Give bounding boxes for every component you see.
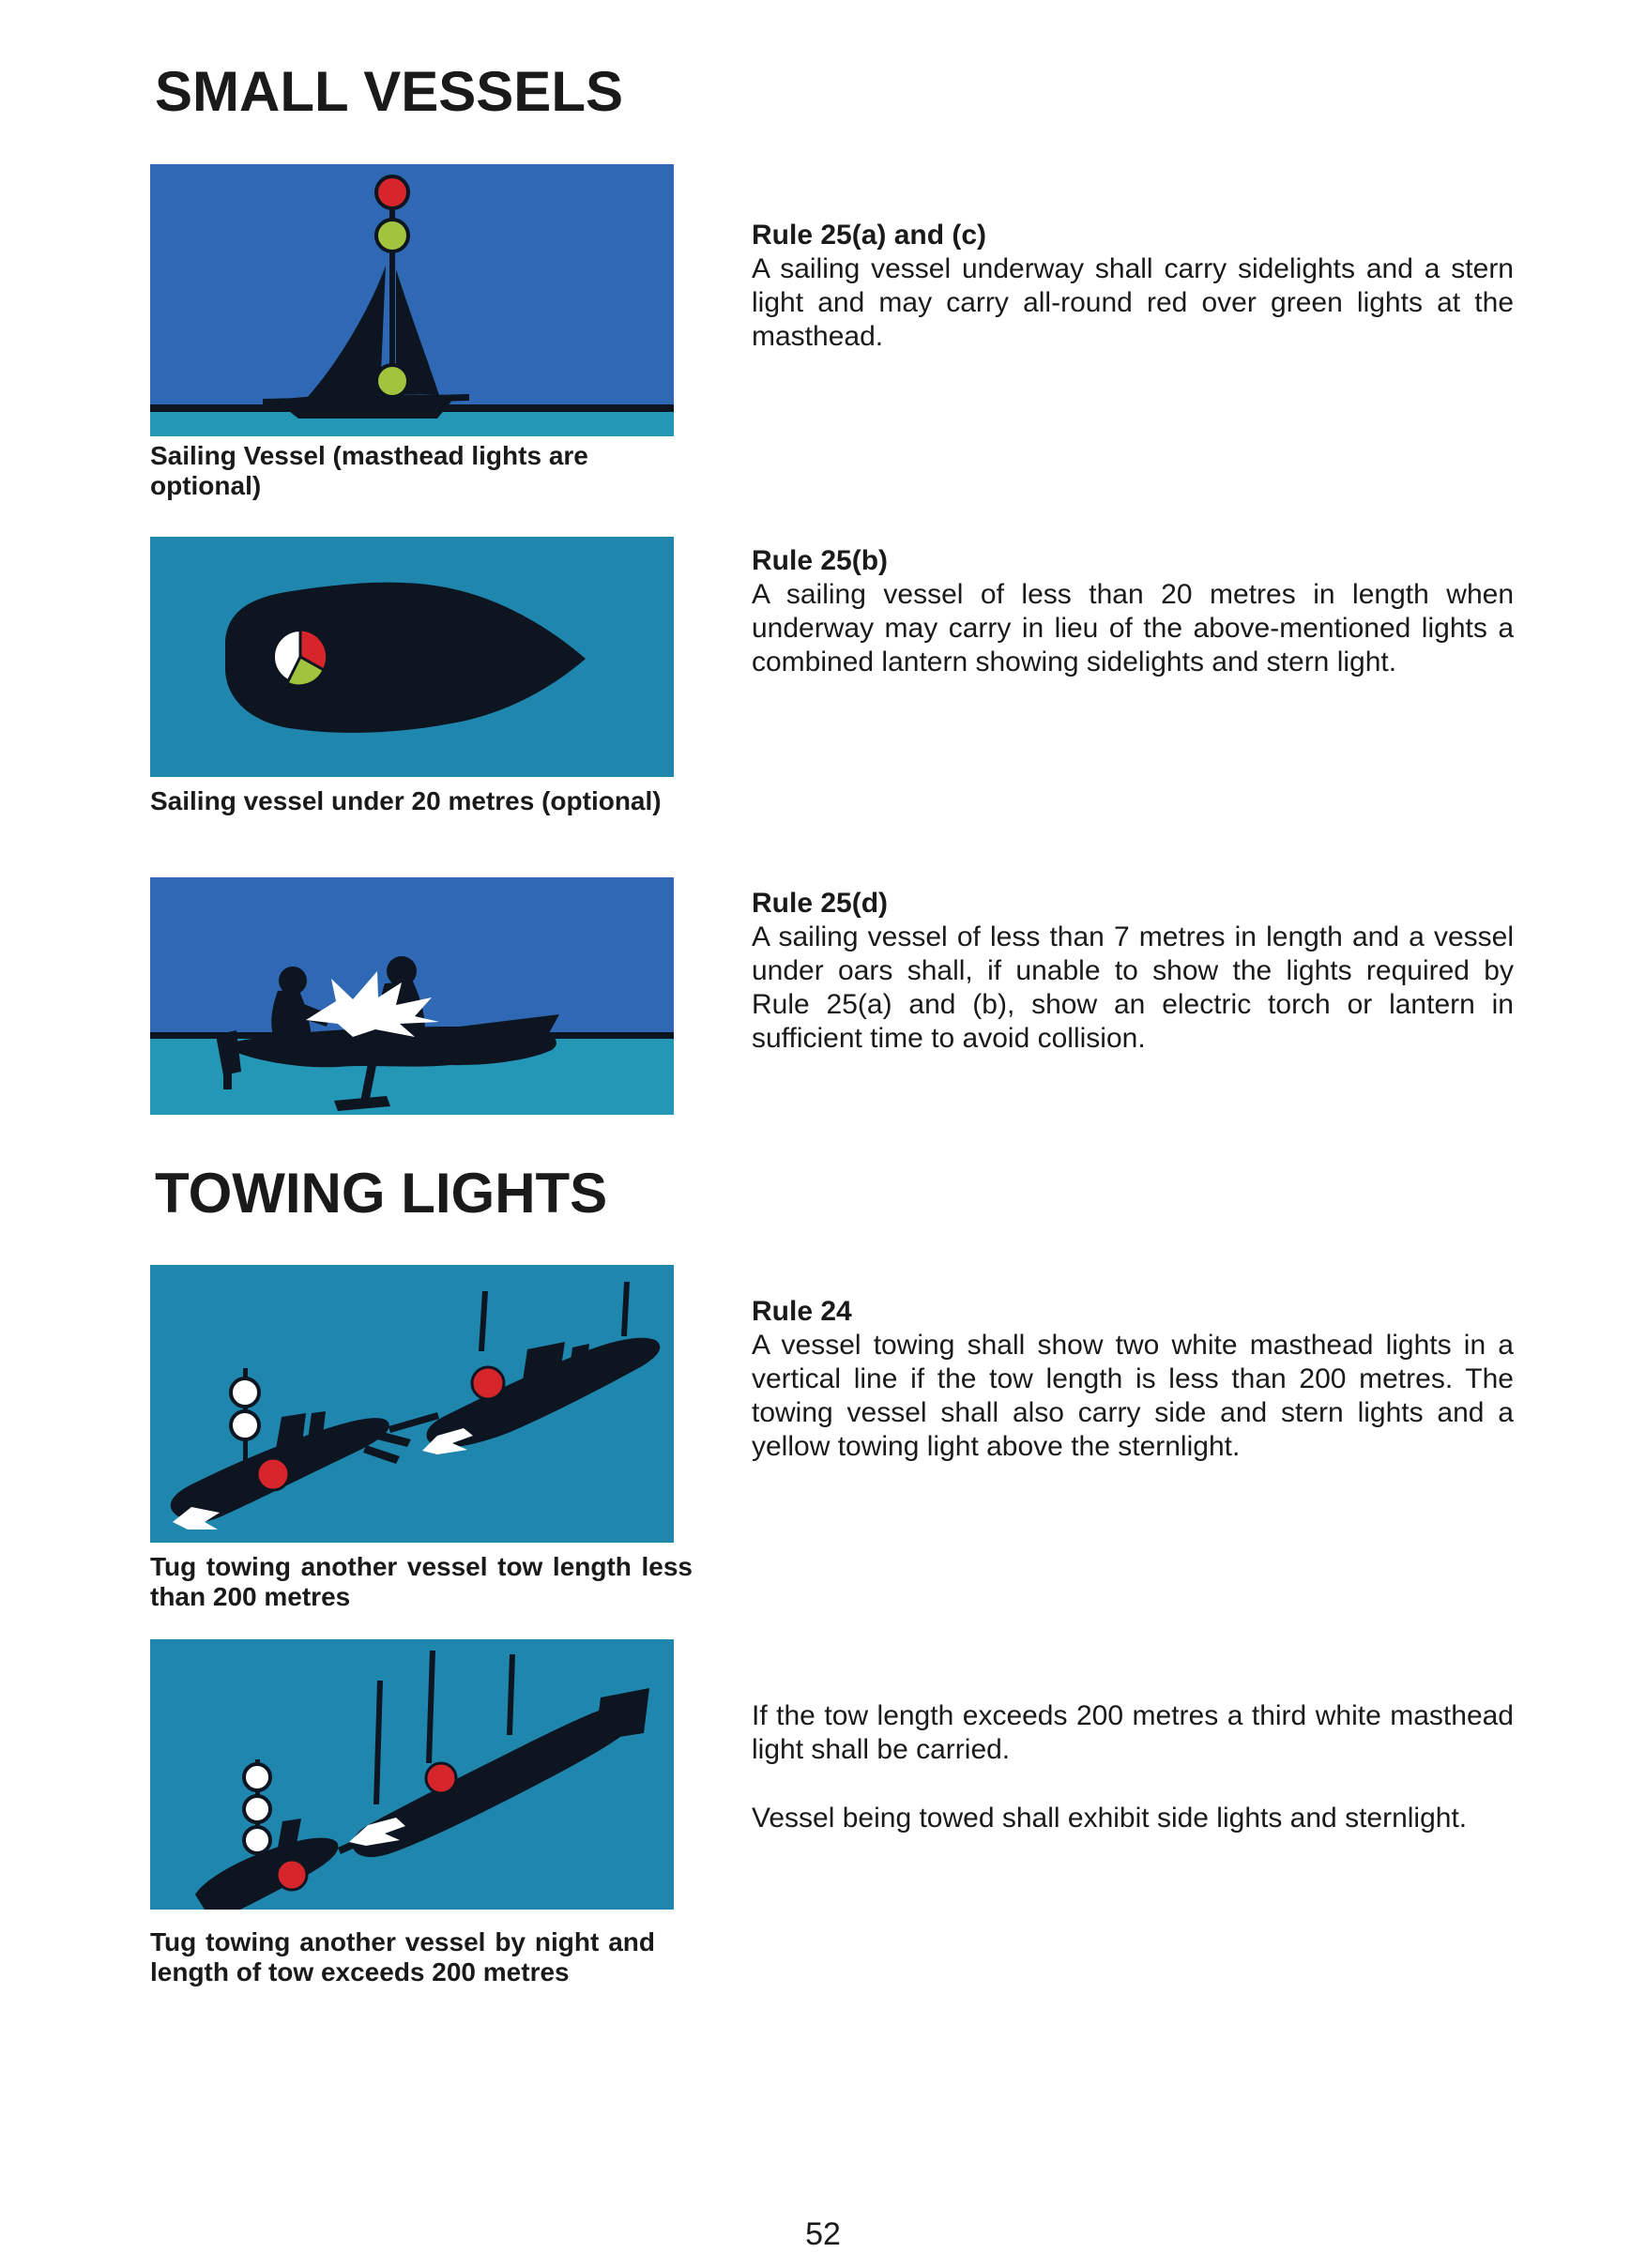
section-heading-towing-lights: TOWING LIGHTS	[155, 1162, 608, 1225]
rule-25ac-block	[752, 219, 1514, 354]
rule-24-body: A vessel towing shall show two white masthead lights in a vertical line if the tow length is less than 200 metres. The towing vessel shall also carry side and stern lights and a yellow towing light above the sternlight.	[752, 1330, 1514, 1462]
sailing-vessel-illustration	[150, 164, 674, 436]
tug-towing-illustration	[150, 1265, 674, 1543]
figure-caption-sailing-vessel: Sailing Vessel (masthead lights are optional)	[150, 441, 588, 500]
masthead-light-1	[231, 1378, 259, 1407]
masthead-light-2	[244, 1796, 270, 1822]
rule-25d-title: Rule 25(d)	[752, 888, 889, 919]
figure-caption-tow-over-200m: Tug towing another vessel by night and length of tow exceeds 200 metres	[150, 1927, 655, 1986]
deck-green-sidelight	[376, 365, 408, 397]
tug-long-tow-illustration	[150, 1639, 674, 1910]
masthead-light-2	[231, 1411, 259, 1439]
rowing-boat-illustration	[150, 877, 674, 1115]
combined-lantern	[273, 630, 328, 686]
rule-25d-block	[752, 887, 1514, 1056]
figure-caption-tow-under-200m: Tug towing another vessel tow length less than 200 metres	[150, 1552, 693, 1611]
note-tow-exceeds-200m: If the tow length exceeds 200 metres a third white masthead light shall be carried.	[752, 1700, 1514, 1765]
towed-vessel-red-light	[472, 1367, 504, 1399]
tug-red-light	[257, 1458, 289, 1490]
rule-25b-block	[752, 544, 1514, 679]
masthead-light-3	[244, 1827, 270, 1853]
page-number: 52	[805, 2216, 841, 2252]
figure-sailing-vessel	[150, 164, 674, 436]
combined-lantern-illustration	[150, 537, 674, 777]
figure-tug-tow-under-200m	[150, 1265, 674, 1543]
figure-vessel-under-oars	[150, 877, 674, 1115]
figure-sailing-vessel-under-20m	[150, 537, 674, 777]
tug-red-light	[277, 1860, 307, 1890]
towed-vessel-red-light	[426, 1763, 456, 1793]
note-vessel-being-towed: Vessel being towed shall exhibit side lights and sternlight.	[752, 1803, 1468, 1834]
rule-25ac-body: A sailing vessel underway shall carry sidelights and a stern light and may carry all-round red over green lights at the masthead.	[752, 253, 1514, 352]
towing-notes-block	[752, 1699, 1514, 1835]
all-round-red-light	[376, 176, 408, 208]
figure-caption-under-20m: Sailing vessel under 20 metres (optional)	[150, 786, 662, 815]
figure-tug-tow-over-200m	[150, 1639, 674, 1910]
rule-24-block	[752, 1295, 1514, 1464]
rule-24-title: Rule 24	[752, 1296, 852, 1327]
section-heading-small-vessels: SMALL VESSELS	[155, 60, 623, 123]
rule-25ac-title: Rule 25(a) and (c)	[752, 220, 987, 251]
rule-25d-body: A sailing vessel of less than 7 metres in length and a vessel under oars shall, if unable to show the lights required by Rule 25(a) and (b), show an electric torch or lantern in sufficient time to avoid collision.	[752, 921, 1514, 1054]
rule-25b-title: Rule 25(b)	[752, 545, 889, 576]
masthead-light-1	[244, 1764, 270, 1790]
all-round-green-light	[376, 220, 408, 251]
rule-25b-body: A sailing vessel of less than 20 metres in length when underway may carry in lieu of the above-mentioned lights a combined lantern showing sidelights and stern light.	[752, 579, 1514, 677]
